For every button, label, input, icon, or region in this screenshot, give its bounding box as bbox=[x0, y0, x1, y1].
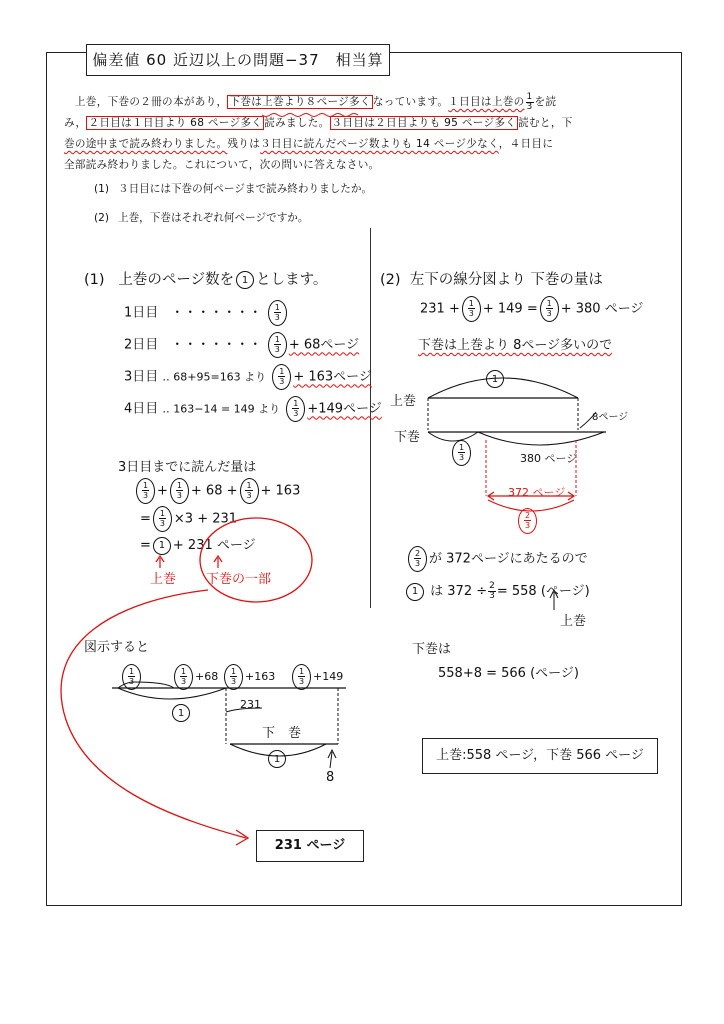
label-231: 231 bbox=[240, 698, 261, 711]
circled-fraction: $\frac{1}{3}$ bbox=[268, 332, 287, 358]
sum-line-2: = $\frac{1}{3}$ ×3 + 231 bbox=[140, 506, 237, 532]
answer-box-2: 上巻:558 ページ，下巻 566 ページ bbox=[422, 738, 658, 774]
seg-label-1: $\frac{1}{3}$ bbox=[120, 664, 143, 690]
lower-equation: 558+8 = 566 (ページ) bbox=[438, 666, 579, 681]
circled-fraction: $\frac{1}{3}$ bbox=[286, 396, 305, 422]
label-lower-volume: 下 巻 bbox=[262, 726, 302, 741]
figure-heading: 図示すると bbox=[84, 640, 150, 655]
circled-fraction: $\frac{1}{3}$ bbox=[272, 364, 291, 390]
right-eq-4: 1 は 372 ÷ $\frac{2}{3}$ = 558 (ページ) bbox=[404, 580, 590, 601]
day2-row: 2日目 ・・・・・・・ $\frac{1}{3}$ + 68ページ bbox=[124, 332, 359, 358]
label-upper: 上巻 bbox=[390, 394, 417, 409]
lower-heading: 下巻は bbox=[412, 642, 452, 657]
left-heading: (1) 上巻のページ数を 1 とします。 bbox=[84, 272, 328, 288]
answer-box-1: 231 ページ bbox=[256, 830, 364, 862]
upper-circle-label: 1 bbox=[170, 704, 192, 722]
right-circle-one: 1 bbox=[484, 370, 506, 388]
seg-label-3: $\frac{1}{3}$ +163 bbox=[222, 664, 275, 690]
circled-one: 1 bbox=[236, 271, 254, 289]
right-seg-frac: $\frac{1}{3}$ bbox=[450, 440, 473, 466]
fraction: $\frac{1}{3}$ bbox=[526, 91, 533, 112]
right-heading: (2) 左下の線分図より 下巻の量は bbox=[380, 272, 603, 288]
label-8: 8 bbox=[326, 770, 335, 785]
sum-line-3: = 1 + 231 ページ bbox=[140, 538, 256, 553]
page-title: 偏差値 60 近辺以上の問題−37 相当算 bbox=[86, 44, 390, 76]
label-lower: 下巻 bbox=[394, 430, 421, 445]
circled-fraction: $\frac{1}{3}$ bbox=[268, 300, 287, 326]
day4-row: 4日目 ‥ 163−14 = 149 より $\frac{1}{3}$ +149ページ bbox=[124, 396, 382, 422]
highlight-box: ２日目は１日目より 68 ページ多く bbox=[88, 117, 263, 129]
question-2: (2) 上巻，下巻はそれぞれ何ページですか。 bbox=[94, 212, 309, 224]
problem-statement: 上巻，下巻の２冊の本があり， 下巻は上巻より８ページ多く なっています。１日目は上巻の $\frac{1}{3}$ を読 み， ２日目は１日目より 68 ページ多く 読みました。 ３日目は２日目よりも 95 ページ多く 読むと，下 巻の途中まで読み終わりました。残りは３日目に読んだページ数よりも 14 ページ少なく，４日目に 全部読み終わりました。これについて，次の問いに答えなさい。 bbox=[64, 91, 573, 171]
label-lower-part: 下巻の一部 bbox=[206, 572, 272, 587]
day1-row: 1日目 ・・・・・・・ $\frac{1}{3}$ bbox=[124, 300, 289, 326]
highlight-box: ３日目は２日目よりも 95 ページ多く bbox=[331, 117, 517, 129]
red-arrow bbox=[61, 590, 246, 838]
sum-line-1: $\frac{1}{3}$ + $\frac{1}{3}$ + 68 + $\frac{1}{3}$ + 163 bbox=[134, 478, 300, 504]
label-upper-volume: 上巻 bbox=[150, 572, 177, 587]
right-eq-2: 下巻は上巻より 8ページ多いので bbox=[418, 338, 613, 353]
highlight-box: 下巻は上巻より８ページ多く bbox=[229, 96, 371, 108]
red-circle bbox=[200, 518, 312, 602]
seg-label-2: $\frac{1}{3}$ +68 bbox=[172, 664, 218, 690]
sum-heading: 3日目までに読んだ量は bbox=[118, 460, 257, 475]
lower-circle-label: 1 bbox=[266, 750, 288, 768]
red-underline bbox=[262, 114, 358, 117]
question-1: (1) ３日目には下巻の何ページまで読み終わりましたか。 bbox=[94, 183, 373, 195]
right-eq-1: 231 + $\frac{1}{3}$ + 149 = $\frac{1}{3}$ + 380 ページ bbox=[420, 296, 643, 322]
red-two-thirds: $\frac{2}{3}$ bbox=[516, 508, 539, 534]
label-372: 372 ページ bbox=[508, 486, 566, 499]
seg-label-4: $\frac{1}{3}$ +149 bbox=[290, 664, 343, 690]
label-upper-volume-arrow: 上巻 bbox=[560, 614, 587, 629]
day3-row: 3日目 ‥ 68+95=163 より $\frac{1}{3}$ + 163ページ bbox=[124, 364, 372, 390]
label-380: 380 ページ bbox=[520, 452, 578, 465]
right-eq-3: $\frac{2}{3}$ が 372ページにあたるので bbox=[406, 546, 588, 572]
label-8-pages: 8ページ bbox=[592, 412, 629, 423]
